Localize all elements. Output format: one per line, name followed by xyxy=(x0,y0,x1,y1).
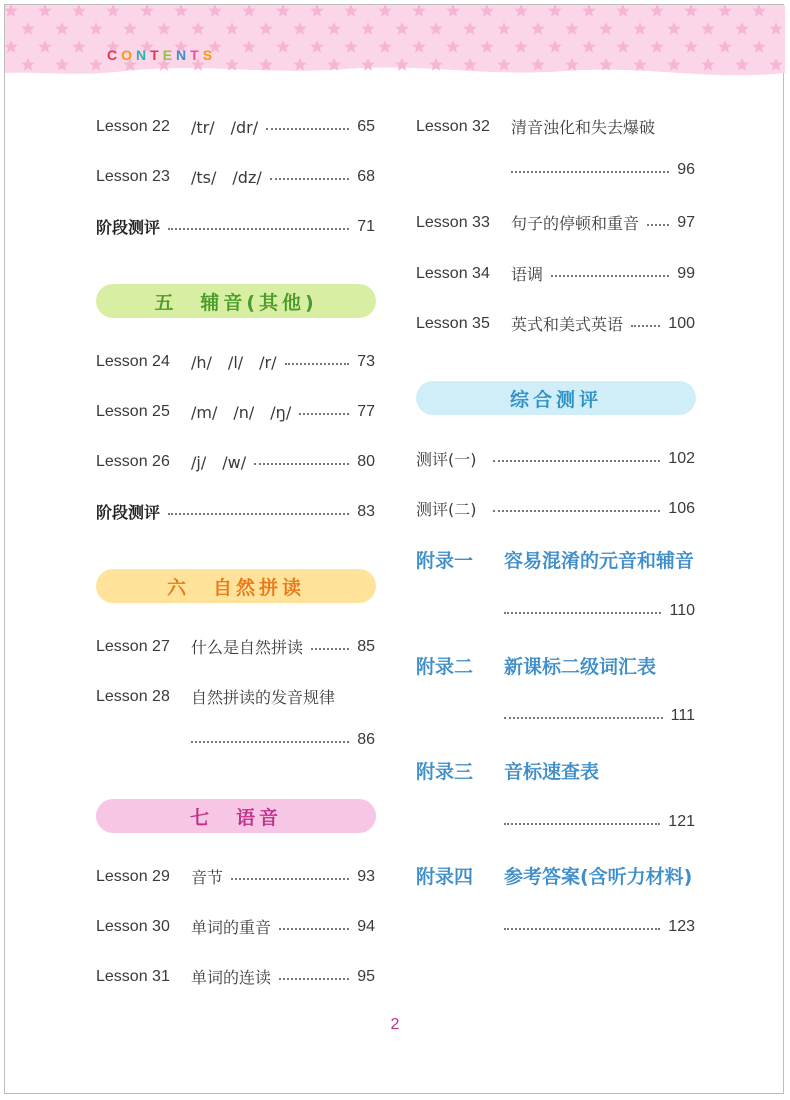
leader-dots xyxy=(504,612,661,614)
section-label: 综合测评 xyxy=(509,388,602,411)
section-label: 七 语音 xyxy=(189,806,282,829)
toc-entry-lesson-34[interactable] xyxy=(416,262,695,285)
leader-dots xyxy=(270,178,349,180)
toc-entry-lesson-22[interactable] xyxy=(96,115,375,138)
page-number: 96 xyxy=(677,161,695,178)
lesson-number: Lesson 30 xyxy=(96,917,170,935)
page-number: 110 xyxy=(669,602,695,619)
lesson-title: 语调 xyxy=(511,265,544,284)
leader-dots xyxy=(311,648,349,650)
appendix-1-title[interactable] xyxy=(416,546,694,573)
appendix-number: 附录三 xyxy=(416,761,474,783)
page-number: 123 xyxy=(668,918,695,935)
contents-letter: T xyxy=(190,47,203,63)
footer-page-number: 2 xyxy=(390,1016,400,1033)
lesson-number: Lesson 29 xyxy=(96,867,170,885)
toc-entry-lesson-27[interactable] xyxy=(96,635,375,658)
appendix-number: 附录二 xyxy=(416,656,474,678)
contents-letter: S xyxy=(202,47,217,63)
section-6-heading[interactable] xyxy=(96,569,376,603)
contents-letter: C xyxy=(107,47,122,63)
toc-entry-lesson-24[interactable] xyxy=(96,350,375,373)
toc-entry-lesson-29[interactable] xyxy=(96,865,375,888)
appendix-4-page[interactable] xyxy=(504,918,695,936)
toc-entry-lesson-28-page[interactable] xyxy=(191,731,375,749)
toc-entry-review-two[interactable] xyxy=(416,497,695,520)
page-number: 94 xyxy=(357,917,375,935)
lesson-title: 什么是自然拼读 xyxy=(191,638,304,657)
leader-dots xyxy=(285,363,350,365)
toc-entry-lesson-31[interactable] xyxy=(96,965,375,988)
toc-entry-lesson-26[interactable] xyxy=(96,450,375,473)
lesson-number: Lesson 26 xyxy=(96,452,170,470)
page-number: 71 xyxy=(357,217,375,235)
page-number: 77 xyxy=(357,402,375,420)
page-number: 83 xyxy=(357,502,375,520)
toc-entry-lesson-25[interactable] xyxy=(96,400,375,423)
leader-dots xyxy=(493,510,661,512)
toc-entry-review-2[interactable] xyxy=(96,500,375,523)
leader-dots xyxy=(299,413,349,415)
page-number: 100 xyxy=(668,314,695,332)
lesson-number: Lesson 34 xyxy=(416,264,490,282)
page-number: 97 xyxy=(677,213,695,231)
appendix-1-page[interactable] xyxy=(504,602,695,620)
toc-entry-lesson-32[interactable] xyxy=(416,115,695,138)
leader-dots xyxy=(231,878,349,880)
lesson-number: Lesson 33 xyxy=(416,213,490,231)
section-7-heading[interactable] xyxy=(96,799,376,833)
lesson-title: /m/ /n/ /ŋ/ xyxy=(191,403,292,422)
lesson-title: 句子的停顿和重音 xyxy=(511,214,640,233)
leader-dots xyxy=(647,224,669,226)
appendix-name: 新课标二级词汇表 xyxy=(504,656,657,678)
leader-dots xyxy=(254,463,349,465)
page-number: 85 xyxy=(357,637,375,655)
toc-entry-lesson-33[interactable] xyxy=(416,211,695,234)
section-label: 六 自然拼读 xyxy=(166,576,305,599)
lesson-title: 单词的连读 xyxy=(191,968,272,987)
section-review-heading[interactable] xyxy=(416,381,696,415)
appendix-2-title[interactable] xyxy=(416,652,656,679)
page-number: 68 xyxy=(357,167,375,185)
lesson-title: /tr/ /dr/ xyxy=(191,118,259,137)
section-5-heading[interactable] xyxy=(96,284,376,318)
toc-entry-lesson-32-page[interactable] xyxy=(511,161,695,179)
contents-letter: N xyxy=(136,47,151,63)
page-number: 106 xyxy=(668,499,695,517)
lesson-number: Lesson 24 xyxy=(96,352,170,370)
appendix-2-page[interactable] xyxy=(504,707,695,725)
lesson-title: 英式和美式英语 xyxy=(511,315,624,334)
appendix-name: 容易混淆的元音和辅音 xyxy=(504,550,695,572)
page-number: 93 xyxy=(357,867,375,885)
lesson-number: Lesson 27 xyxy=(96,637,170,655)
lesson-number: Lesson 22 xyxy=(96,117,170,135)
page-number: 111 xyxy=(670,707,695,724)
lesson-title: /h/ /l/ /r/ xyxy=(191,353,277,372)
page-number: 102 xyxy=(668,449,695,467)
appendix-4-title[interactable] xyxy=(416,862,692,889)
review-title: 测评(一) xyxy=(416,450,477,469)
header-band xyxy=(5,5,785,85)
appendix-name: 参考答案(含听力材料) xyxy=(504,866,693,888)
section-label: 五 辅音(其他) xyxy=(154,291,318,314)
lesson-number: Lesson 31 xyxy=(96,967,170,985)
leader-dots xyxy=(168,228,349,230)
leader-dots xyxy=(504,823,660,825)
lesson-title: 清音浊化和失去爆破 xyxy=(511,118,656,137)
leader-dots xyxy=(493,460,661,462)
review-title: 阶段测评 xyxy=(96,503,161,522)
page-number: 99 xyxy=(677,264,695,282)
leader-dots xyxy=(504,928,660,930)
leader-dots xyxy=(266,128,349,130)
appendix-3-title[interactable] xyxy=(416,757,599,784)
contents-heading xyxy=(107,47,216,63)
page-number: 73 xyxy=(357,352,375,370)
lesson-title: /j/ /w/ xyxy=(191,453,247,472)
leader-dots xyxy=(511,171,669,173)
leader-dots xyxy=(504,717,663,719)
appendix-3-page[interactable] xyxy=(504,813,695,831)
leader-dots xyxy=(631,325,660,327)
toc-entry-lesson-28[interactable] xyxy=(96,685,375,708)
review-title: 测评(二) xyxy=(416,500,477,519)
appendix-number: 附录四 xyxy=(416,866,474,888)
leader-dots xyxy=(279,978,349,980)
toc-entry-lesson-35[interactable] xyxy=(416,312,695,335)
lesson-title: /ts/ /dz/ xyxy=(191,168,262,187)
lesson-number: Lesson 32 xyxy=(416,117,490,135)
lesson-number: Lesson 23 xyxy=(96,167,170,185)
lesson-title: 自然拼读的发音规律 xyxy=(191,688,336,707)
leader-dots xyxy=(279,928,349,930)
lesson-number: Lesson 28 xyxy=(96,687,170,705)
leader-dots xyxy=(191,741,349,743)
lesson-title: 音节 xyxy=(191,868,224,887)
contents-letter: E xyxy=(162,47,177,63)
toc-entry-review-1[interactable] xyxy=(96,215,375,238)
toc-entry-review-one[interactable] xyxy=(416,447,695,470)
lesson-number: Lesson 25 xyxy=(96,402,170,420)
leader-dots xyxy=(168,513,349,515)
appendix-name: 音标速查表 xyxy=(504,761,600,783)
toc-entry-lesson-30[interactable] xyxy=(96,915,375,938)
contents-letter: N xyxy=(176,47,191,63)
leader-dots xyxy=(551,275,669,277)
contents-letter: O xyxy=(121,47,137,63)
page-number: 95 xyxy=(357,967,375,985)
page-number: 65 xyxy=(357,117,375,135)
appendix-number: 附录一 xyxy=(416,550,474,572)
page-number: 121 xyxy=(668,813,695,830)
contents-letter: T xyxy=(150,47,163,63)
header-background xyxy=(5,5,785,85)
lesson-title: 单词的重音 xyxy=(191,918,272,937)
toc-entry-lesson-23[interactable] xyxy=(96,165,375,188)
review-title: 阶段测评 xyxy=(96,218,161,237)
page-number: 80 xyxy=(357,452,375,470)
lesson-number: Lesson 35 xyxy=(416,314,490,332)
page-number: 86 xyxy=(357,731,375,748)
